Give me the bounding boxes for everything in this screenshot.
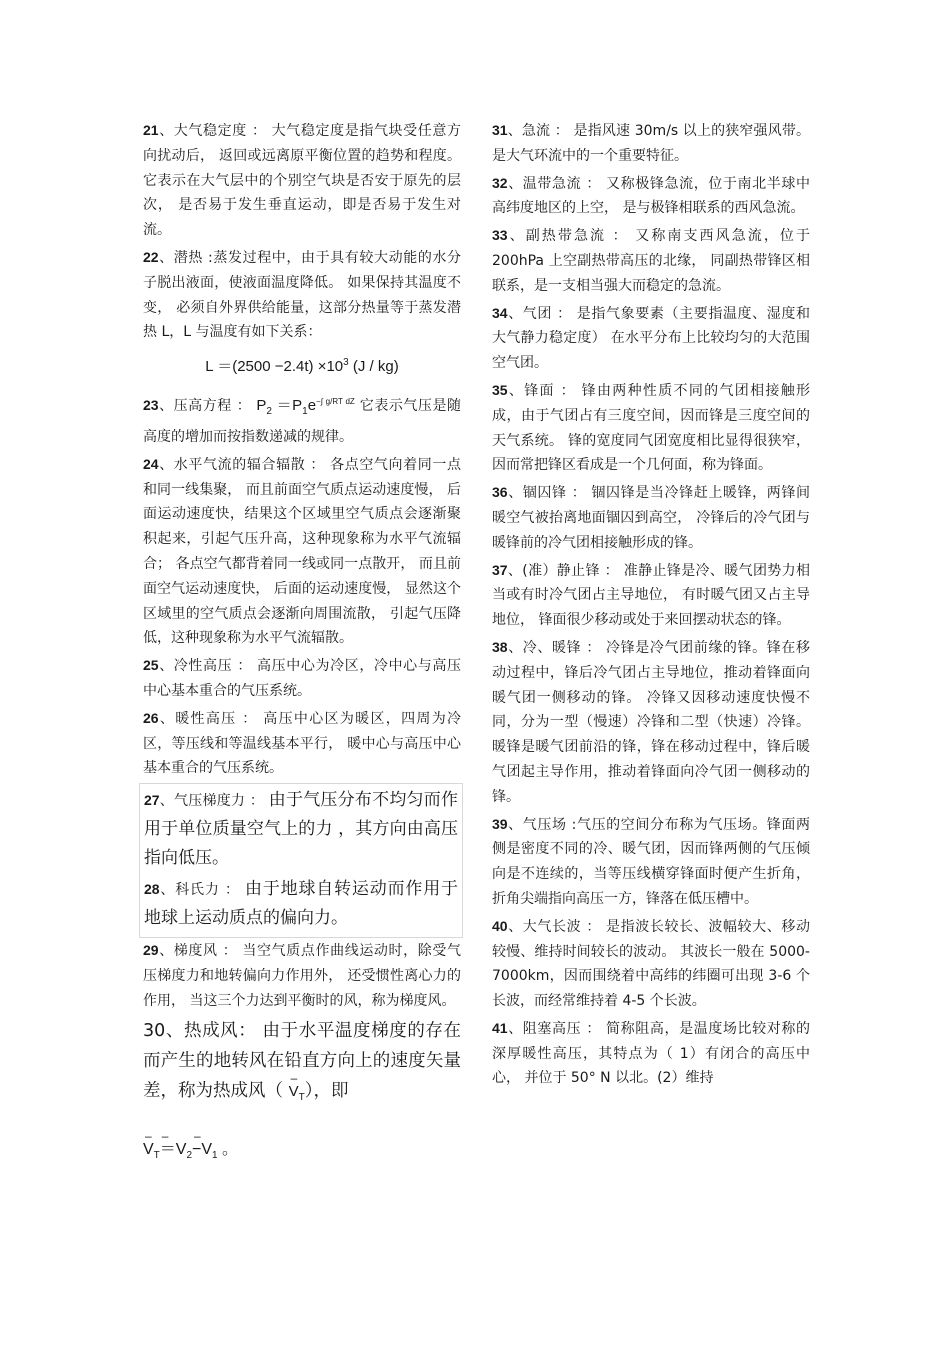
entry-term: 、科氏力	[159, 882, 220, 899]
entry-text: 它表示气压是随高度的增加而按指数递减的规律。	[143, 398, 462, 445]
entry-term: 、锢囚锋	[507, 485, 567, 502]
definition-40	[492, 914, 810, 1014]
left-column	[143, 118, 461, 1173]
entry-term: 、冷、暖锋	[507, 639, 582, 656]
entry-term: 、暖性高压	[158, 710, 237, 727]
entry-number: 26	[143, 709, 159, 726]
entry-term: 、热成风：	[165, 1020, 257, 1041]
entry-text: 蒸发过程中，由于具有较大动能的水分子脱出液面，使液面温度降低。 如果保持其温度不变， 必须自外界供给能量，这部分热量等于蒸发潜热 L，L 与温度有如下关系：	[143, 249, 462, 341]
latent-heat-formula: $L =(2500 -2.4t) \times 10^3$ (J / kg)	[205, 357, 399, 376]
entry-text: 当空气质点作曲线运动时，除受气压梯度力和地转偏向力作用外， 还受惯性离心力的作用， 当这三个力达到平衡时的风，称为梯度风。	[143, 943, 462, 1009]
definition-39	[492, 812, 810, 912]
entry-separator: ：	[552, 305, 577, 322]
entry-separator: ：	[236, 710, 264, 727]
entry-text: 是指气象要素（主要指温度、湿度和大气静力稳定度） 在水平分布上比较均匀的大范围空气团。	[492, 305, 811, 372]
entry-term: 、水平气流的辐合辐散	[158, 456, 306, 473]
entry-number: 37	[492, 561, 508, 578]
entry-text: 又称极锋急流，位于南北半球中高纬度地区的上空， 是与极锋相联系的西风急流。	[492, 175, 811, 217]
entry-separator: ：	[581, 639, 607, 656]
entry-text: 又称南支西风急流，位于 200hPa 上空副热带高压的北缘， 同副热带锋区相联系，是一支相当强大而稳定的急流。	[492, 228, 811, 294]
definition-27	[144, 786, 458, 873]
entry-number: 33	[492, 227, 508, 244]
entry-text: 锢囚锋是当冷锋赶上暖锋，两锋间暖空气被抬离地面锢囚到高空， 冷锋后的冷气团与暖锋前的冷气团相接触形成的锋。	[492, 485, 811, 551]
definition-22	[143, 245, 461, 345]
definition-36	[492, 480, 810, 555]
entry-separator: :	[566, 816, 577, 833]
definition-24	[143, 452, 461, 651]
definition-26	[143, 706, 461, 781]
definition-38	[492, 635, 810, 810]
definition-41	[492, 1016, 810, 1091]
entry-text: 冷锋是冷气团前缘的锋。锋在移动过程中，锋后冷气团占主导地位，推动着锋面向暖气团一侧移动的锋。 冷锋又因移动速度快慢不同，分为一型（慢速）冷锋和二型（快速）冷锋。暖锋是暖气团前沿的锋，锋在移动过程中，锋后暖气团起主导作用，推动着锋面向冷气团一侧移动的锋。	[492, 639, 811, 805]
entry-term: 、大气稳定度	[158, 123, 247, 139]
entry-text: 是指波长较长、波幅较大、移动较慢、维持时间较长的波动。 其波长一般在 5000-7000km，因而围绕着中高纬的纬圈可出现 3-6 个长波，而经常维持着 4-5 个长波。	[492, 918, 811, 1010]
entry-number: 34	[492, 304, 508, 321]
highlight-box	[139, 783, 463, 938]
definition-31	[492, 118, 810, 169]
entry-term: 、阻塞高压	[507, 1020, 582, 1037]
entry-separator: ：	[581, 175, 607, 192]
entry-number: 41	[492, 1019, 508, 1036]
entry-separator: ：	[581, 918, 607, 935]
entry-number: 35	[492, 381, 508, 398]
thermal-wind-equation: – $V_T- =V_2- -V_1$ 。	[143, 1135, 461, 1171]
entry-separator: ：	[606, 228, 636, 245]
entry-term: 、梯度风	[158, 943, 218, 960]
definition-23	[143, 390, 461, 450]
entry-text: 各点空气向着同一点和同一线集聚， 而且前面空气质点运动速度慢， 后面运动速度快，结果这个区域里空气质点会逐渐聚积起来，引起气压升高，这种现象称为水平气流辐合； 各点空气都背着同一线或同一点散开， 而且前面空气运动速度快， 后面的运动速度慢， 显然这个区域里的空气质点会逐渐向周围流散， 引起气压降低，这种现象称为水平气流辐散。	[143, 456, 462, 647]
right-column	[492, 118, 810, 1093]
entry-number: 21	[143, 122, 159, 138]
entry-term: 、(准）静止锋	[507, 562, 600, 579]
entry-separator: ：	[554, 382, 582, 399]
entry-separator: :	[203, 249, 213, 266]
definition-28	[144, 875, 458, 933]
entry-number: 29	[143, 942, 159, 959]
entry-term: 、锋面	[507, 382, 555, 399]
entry-number: 27	[144, 792, 160, 809]
entry-text: 简称阻高，是温度场比较对称的深厚暖性高压，其特点为（ 1）有闭合的高压中心， 并位于 50° N 以北。(2）维持	[492, 1020, 811, 1087]
definition-21	[143, 118, 461, 243]
pressure-height-equation: $P_2 =P_1e^{-\int g/RT dZ}$	[256, 397, 355, 418]
entry-text: 由于气压分布不均匀而作用于单位质量空气上的力 ，其方向由高压指向低压。	[144, 790, 459, 869]
definition-25	[143, 653, 461, 704]
entry-term: 、急流	[507, 123, 551, 139]
entry-number: 36	[492, 484, 508, 501]
entry-separator: ：	[217, 943, 243, 960]
entry-separator: ：	[599, 562, 624, 579]
entry-separator: ：	[305, 456, 331, 473]
entry-separator: ：	[245, 793, 269, 810]
entry-term: 、气压场	[507, 816, 567, 833]
thermal-wind-symbol: – $V_T$	[289, 1077, 305, 1113]
entry-text: 准静止锋是冷、暖气团势力相当或有时冷气团占主导地位， 有时暖气团又占主导地位， 锋面很少移动或处于来回摆动状态的锋。	[492, 562, 810, 629]
definition-34	[492, 301, 810, 376]
entry-number: 40	[492, 917, 508, 934]
entry-number: 30	[143, 1020, 166, 1041]
definition-37	[492, 558, 810, 633]
entry-term: 、大气长波	[507, 918, 582, 935]
entry-separator: ：	[566, 485, 592, 502]
entry-number: 25	[143, 657, 159, 674]
entry-term: 、冷性高压	[158, 658, 233, 675]
entry-number: 22	[143, 248, 159, 265]
entry-number: 32	[492, 174, 508, 191]
entry-text: 高压中心区为暖区，四周为冷区，等压线和等温线基本平行， 暖中心与高压中心基本重合的气压系统。	[143, 710, 462, 777]
entry-text: 气压的空间分布称为气压场。锋面两侧是密度不同的冷、暖气团，因而锋两侧的气压倾向是不连续的，当等压线横穿锋面时便产生折角，折角尖端指向高压一方，锋落在低压槽中。	[492, 816, 811, 907]
entry-term: 、温带急流	[507, 175, 582, 192]
definition-30: 30、热成风： 由于水平温度梯度的存在而产生的地转风在铅直方向上的速度矢量差，称为热成风（ – $V_T$），即 – $V_T- =V_2- -V_1$ 。	[143, 1016, 461, 1171]
entry-text: 大气稳定度是指气块受任意方向扰动后， 返回或远离原平衡位置的趋势和程度。 它表示在大气层中的个别空气块是否安于原先的层次， 是否易于发生垂直运动，即是否易于发生对流。	[143, 123, 462, 239]
entry-number: 38	[492, 638, 508, 655]
entry-number: 23	[143, 397, 159, 414]
entry-number: 28	[144, 881, 160, 898]
definition-32	[492, 171, 810, 222]
entry-term: 、气团	[507, 305, 553, 322]
entry-term: 、压高方程	[158, 398, 232, 415]
entry-separator: ：	[581, 1020, 607, 1037]
definition-33	[492, 223, 810, 298]
entry-separator: ：	[550, 123, 574, 139]
entry-number: 31	[492, 122, 508, 138]
entry-text: 由于地球自转运动而作用于地球上运动质点的偏向力。	[144, 879, 459, 929]
entry-separator: ：	[232, 658, 258, 675]
entry-separator: ：	[219, 882, 246, 899]
entry-text: 高压中心为冷区，冷中心与高压中心基本重合的气压系统。	[143, 658, 462, 699]
entry-separator: ：	[246, 123, 272, 139]
entry-text: 锋由两种性质不同的气团相接触形成，由于气团占有三度空间，因而锋是三度空间的天气系统。 锋的宽度同气团宽度相比显得很狭窄， 因而常把锋区看成是一个几何面，称为锋面。	[492, 382, 811, 474]
entry-term: 、气压梯度力	[159, 793, 246, 810]
entry-term: 、潜热	[158, 249, 203, 266]
definition-29	[143, 938, 461, 1013]
entry-number: 24	[143, 455, 159, 472]
definition-35	[492, 378, 810, 478]
entry-text: 由于水平温度梯度的存在而产生的地转风在铅直方向上的速度矢量差，称为热成风（	[143, 1020, 462, 1101]
entry-term: 、副热带急流	[507, 228, 607, 245]
entry-number: 39	[492, 815, 508, 832]
entry-text: 是指风速 30m/s 以上的狭窄强风带。是大气环流中的一个重要特征。	[492, 123, 811, 164]
entry-separator: ：	[231, 398, 257, 415]
